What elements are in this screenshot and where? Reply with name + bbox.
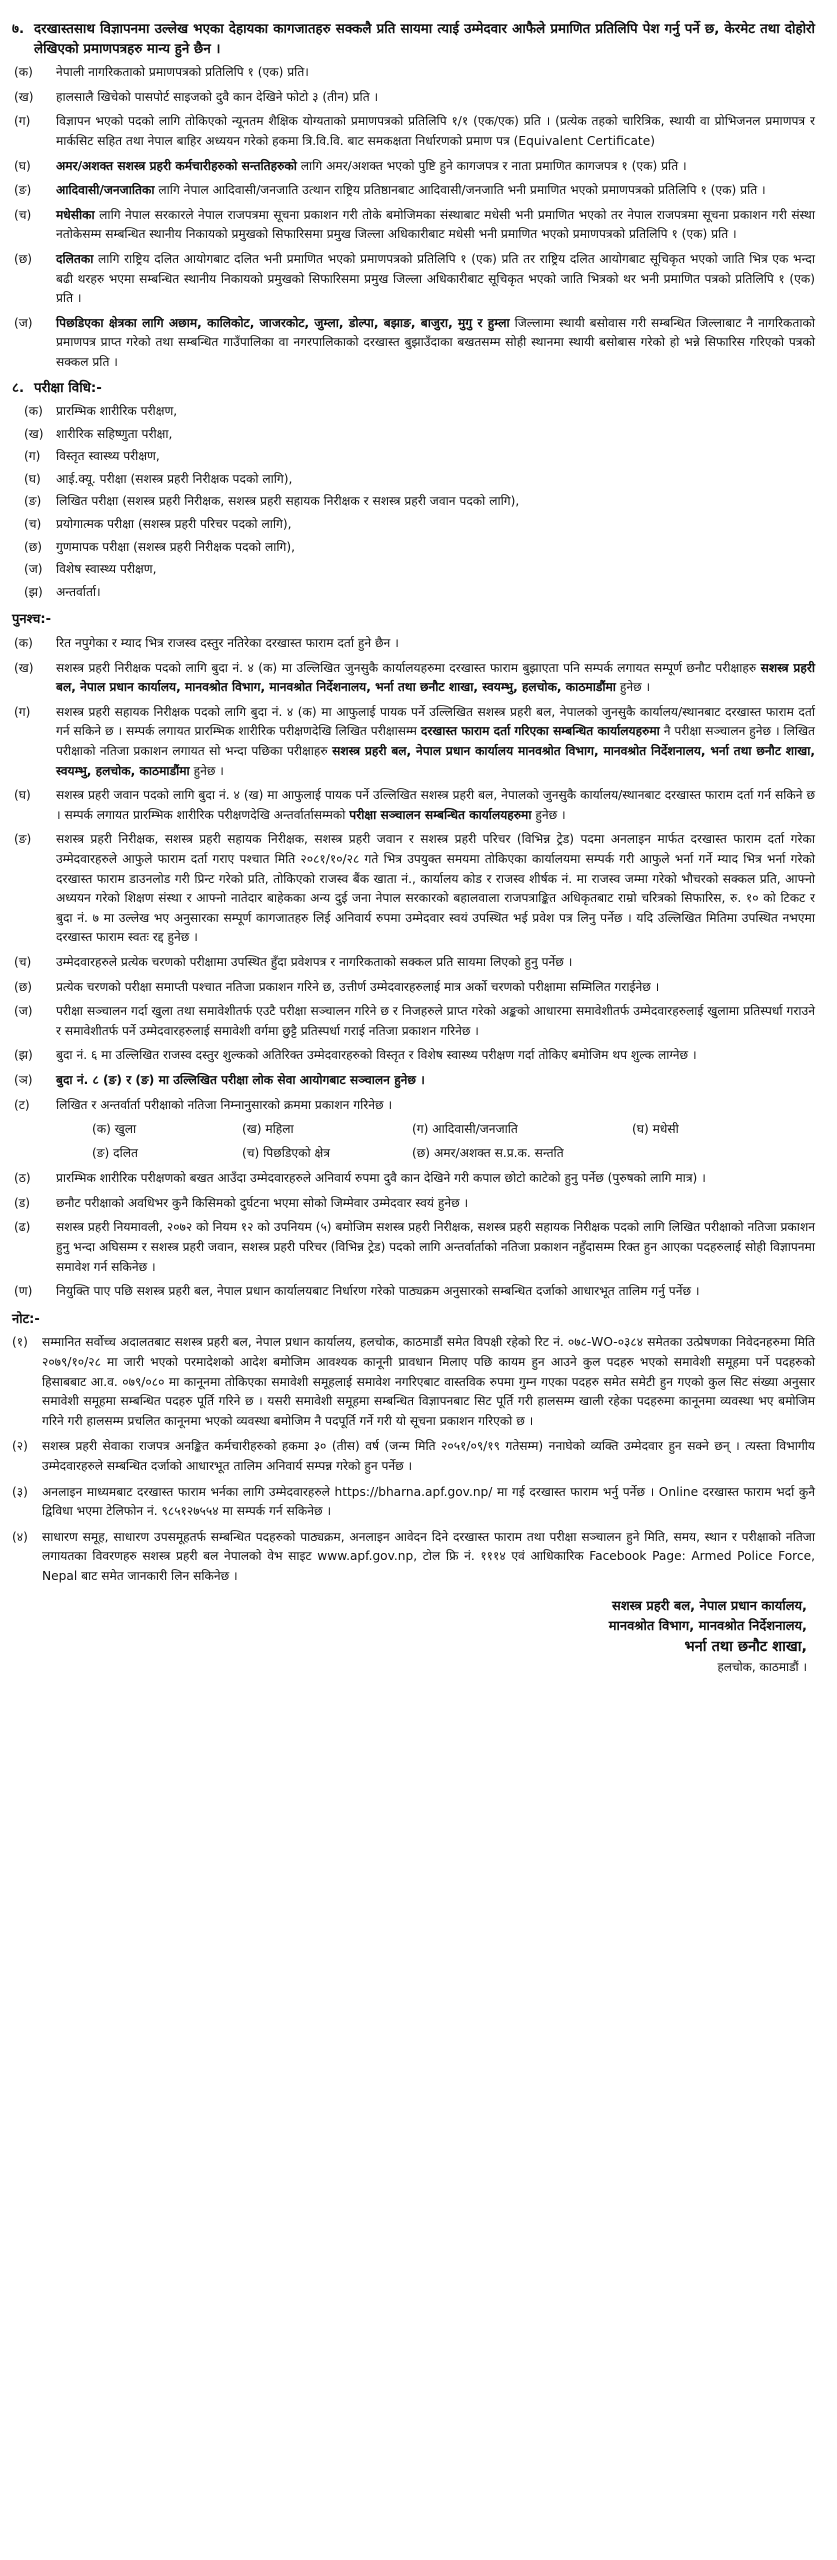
item-text-part: छनौट परीक्षाको अवधिभर कुनै किसिमको दुर्घटना भएमा सोको जिम्मेवार उम्मेदवार स्वयं हुनेछ । <box>56 1195 469 1210</box>
item-text-part: प्रारम्भिक शारीरिक परीक्षण, <box>56 404 178 419</box>
item-label: (१) <box>12 1335 28 1350</box>
item-text <box>56 1096 815 1116</box>
item-text-part: नेपाली नागरिकताको प्रमाणपत्रको प्रतिलिपि १ (एक) प्रति। <box>56 65 309 80</box>
item-label: (ख) <box>14 89 34 104</box>
item-text-part: बुदा नं. ६ मा उल्लिखित राजस्व दस्तुर शुल्कको अतिरिक्त उम्मेदवारहरुको विस्तृत र विशेष स्वास्थ्य परीक्षण गर्दा तोकिए बमोजिम थप शुल्क लाग्नेछ । <box>56 1048 697 1063</box>
signature-line-office: सशस्त्र प्रहरी बल, नेपाल प्रधान कार्यालय, <box>612 1598 807 1614</box>
item-text-part: अनलाइन माध्यमबाट दरखास्त फाराम भर्नका लागि उम्मेदवारहरुले https://bharna.apf.gov.np/ मा गई दरखास्त फाराम भर्नु पर्नेछ । Online दरखास्त फाराम भर्दा कुनै द्विविधा भएमा टेलिफोन नं. ९८५१२७५५४ मा सम्पर्क गर्न सकिनेछ । <box>42 1484 815 1519</box>
list-item <box>12 703 815 781</box>
list-item <box>12 659 815 698</box>
item-text-part: लागि नेपाल सरकारले नेपाल राजपत्रमा सूचना प्रकाशन गरी तोके बमोजिमका संस्थाबाट मधेसी भनी प्रमाणित भएको तर नेपाल राजपत्रमा सूचना प्रकाशन गरी संस्था नतोकेसम्म सम्बन्धित स्थानीय निकायको प्रमुखको सिफारिसमा प्रमुख जिल्ला अधिकारीबाट मधेसी भनी प्रमाणित भएको प्रमाणपत्रको प्रतिलिपि १ (एक) प्रति । <box>56 207 815 242</box>
item-text <box>42 1333 815 1431</box>
item-text-part: सशस्त्र प्रहरी निरीक्षक पदको लागि बुदा नं. ४ (क) मा उल्लिखित जुनसुकै कार्यालयहरुमा दरखास्त फाराम बुझाएता पनि सम्पर्क लगायत सम्पूर्ण छनौट परीक्षाहरु <box>56 660 761 675</box>
section-7-heading <box>12 20 815 59</box>
item-text-part: हुनेछ । <box>531 807 566 822</box>
item-label: (ढ) <box>14 1220 31 1235</box>
item-text-part: प्रारम्भिक शारीरिक परीक्षणको बखत आउँदा उम्मेदवारहरुले अनिवार्य रुपमा दुवै कान देखिने गरी कपाल छोटो काटेको हुनु पर्नेछ (पुरुषको लागि मात्र) । <box>56 1171 706 1186</box>
item-label: (च) <box>14 954 32 969</box>
list-item <box>12 250 815 309</box>
section-heading-text: दरखास्तसाथ विज्ञापनमा उल्लेख भएका देहायका कागजातहरु सक्कलै प्रति सायमा त्याई उम्मेदवार आफैले प्रमाणित प्रतिलिपि पेश गर्नु पर्ने छ, केरमेट तथा दोहोरो लेखिएको प्रमाणपत्रहरु मान्य हुने छैन । <box>34 22 815 57</box>
list-item <box>12 314 815 373</box>
item-text-part: सशस्त्र प्रहरी जवान पदको लागि बुदा नं. ४ (ख) मा आफुलाई पायक पर्ने उल्लिखित सशस्त्र प्रहरी बल, नेपालको जुनसुकै कार्यालय/स्थानबाट दरखास्त फाराम दर्ता गर्न सकिने छ । सम्पर्क लगायत प्रारम्भिक शारीरिक परीक्षणदेखि अन्तर्वार्तासम्मको <box>56 788 815 822</box>
item-text <box>56 1282 815 1302</box>
item-text-part: प्रयोगात्मक परीक्षा (सशस्त्र प्रहरी परिचर पदको लागि), <box>56 517 292 532</box>
list-item <box>12 1071 815 1091</box>
list-item <box>12 830 815 948</box>
item-label: (३) <box>12 1484 28 1499</box>
order-label: (घ) <box>632 1122 649 1137</box>
item-text-part: गुणमापक परीक्षा (सशस्त्र प्रहरी निरीक्षक पदको लागि), <box>56 539 296 554</box>
list-item <box>12 1169 815 1189</box>
item-text <box>56 425 172 445</box>
order-label: (ग) <box>412 1122 429 1137</box>
item-text <box>56 470 292 490</box>
item-text <box>56 1169 815 1189</box>
signature-block <box>12 1597 815 1677</box>
item-text-part: लागि नेपाल आदिवासी/जनजाति उत्थान राष्ट्रिय प्रतिष्ठानबाट आदिवासी/जनजाति भनी प्रमाणित भएको प्रमाणपत्रको प्रतिलिपि १ (एक) प्रति । <box>154 183 766 198</box>
item-text-part: सशस्त्र प्रहरी निरीक्षक, सशस्त्र प्रहरी सहायक निरीक्षक, सशस्त्र प्रहरी जवान र सशस्त्र प्रहरी परिचर (विभिन्न ट्रेड) पदमा अनलाइन मार्फत दरखास्त फाराम दर्ता गरेका उम्मेदवारहरुले आफुले फाराम दर्ता गराए पश्चात मिति २०८१/१०/२८ गते भित्र उपयुक्त समयमा तोकिएका कार्यालयमा सम्पर्क गरी आफुले भर्ना गर्ने म्याद भित्र भर्ना गरेको दरखास्त फाराम डाउनलोड गरी प्रिन्ट गरेको प्रति, तोकिएको राजस्व बैंक खाता नं., कार्यालय कोड र राजस्व शीर्षक नं. मा राजस्व जम्मा गरेको भौचरको सक्कल प्रति, आफ्नो अध्ययन गरेको शिक्षण संस्था र आफ्नो नातेदार बाहेकका अन्य दुई जना नेपाल सरकारको बहालवाला राजपत्राङ्कित अधिकृतबाट राम्रो चरित्रको सिफारिस, रु. १० को टिकट र बुदा नं. ७ मा उल्लेख भए अनुसारका सम्पूर्ण कागजातहरु लिई अनिवार्य रुपमा उम्मेदवार स्वयं उपस्थित भई प्रवेश पत्र लिनु पर्नेछ । यदि उल्लिखित मितिमा उपस्थित नभएमा दरखास्त फाराम स्वतः रद्द हुनेछ । <box>56 832 815 945</box>
item-text <box>56 492 519 512</box>
list-item <box>12 583 815 603</box>
list-item <box>12 1194 815 1214</box>
item-text-part: अन्तर्वार्ता। <box>56 584 101 599</box>
item-text-part: विज्ञापन भएको पदको लागि तोकिएको न्यूनतम शैक्षिक योग्यताको प्रमाणपत्रको प्रतिलिपि १/१ (एक/एक) प्रति । (प्रत्येक तहको चारित्रिक, स्थायी वा प्रोभिजनल प्रमाणपत्र र मार्कसिट सहित तथा नेपाल बाहिर अध्ययन गरेको हकमा त्रि.वि.वि. बाट समकक्षता निर्धारणको प्रमाण पत्र (Equivalent Certificate) <box>56 114 815 148</box>
item-text <box>56 703 815 781</box>
item-text <box>56 1071 815 1091</box>
list-item <box>12 181 815 201</box>
order-label: (ङ) <box>92 1145 110 1160</box>
list-item <box>12 1218 815 1277</box>
item-bold-text: बुदा नं. ८ (ङ) र (ङ) मा उल्लिखित परीक्षा लोक सेवा आयोगबाट सञ्चालन हुनेछ । <box>56 1072 425 1087</box>
item-text-part: प्रत्येक चरणको परीक्षा समाप्ती पश्चात नतिजा प्रकाशन गरिने छ, उत्तीर्ण उम्मेदवारहरुलाई मात्र अर्को चरणको परीक्षामा सम्मिलित गराईनेछ । <box>56 979 660 994</box>
order-label: (ख) <box>242 1122 262 1137</box>
order-text: आदिवासी/जनजाति <box>432 1122 518 1137</box>
item-bold-text: दरखास्त फाराम दर्ता गरिएका सम्बन्धित कार्यालयहरुमा <box>420 724 660 739</box>
item-label: (घ) <box>14 158 31 173</box>
item-label: (ख) <box>14 660 34 675</box>
item-label: (ण) <box>14 1284 33 1299</box>
notes-heading: नोट:- <box>12 1311 40 1327</box>
item-bold-text: सशस्त्र प्रहरी बल, नेपाल प्रधान कार्यालय मानवश्रोत विभाग, मानवश्रोत निर्देशनालय, भर्ना तथा छनौट शाखा, स्वयम्भु, हलचोक, काठमाडौंमा <box>56 744 815 778</box>
item-text-part: विस्तृत स्वास्थ्य परीक्षण, <box>56 449 160 464</box>
result-order-entry <box>412 1120 632 1140</box>
list-item <box>12 447 815 467</box>
item-text <box>56 786 815 825</box>
item-text <box>56 314 815 373</box>
order-text: खुला <box>114 1122 137 1137</box>
item-text <box>42 1528 815 1587</box>
item-label: (घ) <box>24 471 41 486</box>
item-text-part: सशस्त्र प्रहरी नियमावली, २०७२ को नियम १२ को उपनियम (५) बमोजिम सशस्त्र प्रहरी निरीक्षक, सशस्त्र प्रहरी सहायक निरीक्षक पदको लागि लिखित परीक्षाको नतिजा प्रकाशन हुनु भन्दा अघिसम्म र सशस्त्र प्रहरी जवान, सशस्त्र प्रहरी परिचर (विभिन्न ट्रेड) पदको लागि अन्तर्वार्ताको नतिजा प्रकाशन नहुँदासम्म रिक्त हुन आएका पदहरुलाई सोही विज्ञापनमा समावेश गर्न सकिनेछ । <box>56 1220 815 1274</box>
item-text <box>56 560 156 580</box>
list-item <box>12 953 815 973</box>
section-8-heading <box>12 379 815 399</box>
item-label: (च) <box>14 207 32 222</box>
item-text <box>56 250 815 309</box>
section-number: ७. <box>12 22 25 37</box>
item-bold-text: आदिवासी/जनजातिका <box>56 183 155 198</box>
item-text-part: परीक्षा सञ्चालन गर्दा खुला तथा समावेशीतर्फ एउटै परीक्षा सञ्चालन गरिने छ र निजहरुले प्राप्त गरेको अङ्कको आधारमा समावेशीतर्फ उम्मेदवारहरुलाई खुलामा प्रतिस्पर्धा गराउने र समावेशीतर्फ पर्ने उम्मेदवारहरुलाई समावेशी वर्गमा छुट्टै प्रतिस्पर्धा गराई नतिजा प्रकाशन गरिनेछ । <box>56 1004 815 1038</box>
item-bold-text: परीक्षा सञ्चालन सम्बन्धित कार्यालयहरुमा <box>349 807 532 822</box>
item-label: (ग) <box>24 449 41 464</box>
item-text <box>56 953 815 973</box>
item-bold-text: पिछडिएका क्षेत्रका लागि अछाम, कालिकोट, जाजरकोट, जुम्ला, डोल्पा, बझाङ, बाजुरा, मुगु र हुम्ला <box>56 315 510 330</box>
item-text <box>56 447 160 467</box>
list-item <box>12 560 815 580</box>
item-text <box>42 1437 815 1476</box>
item-text-part: सशस्त्र प्रहरी सेवाका राजपत्र अनङ्कित कर्मचारीहरुको हकमा ३० (तीस) वर्ष (जन्म मिति २०५१/०९/१९ गतेसम्म) ननाघेको व्यक्ति उम्मेदवार हुन सक्ने छन् । त्यस्ता विभागीय उम्मेदवारहरुले सम्बन्धित दर्जाको आधारभूत तालिम अनिवार्य सम्पन्न गरेको हुन पर्नेछ । <box>42 1439 815 1473</box>
item-text-part: हुनेछ । <box>615 680 651 695</box>
list-item <box>12 402 815 422</box>
item-label: (४) <box>12 1529 28 1544</box>
item-text <box>56 112 815 151</box>
list-item <box>12 538 815 558</box>
order-label: (क) <box>92 1122 111 1137</box>
item-text-part: सम्मानित सर्वोच्च अदालतबाट सशस्त्र प्रहरी बल, नेपाल प्रधान कार्यालय, हलचोक, काठमाडौं समेत विपक्षी रहेको रिट नं. ०७८-WO-०३८४ समेतका उत्प्रेषणका निवेदनहरुमा मिति २०७९/१०/२८ मा जारी भएको परमादेशको आदेश बमोजिम आवश्यक कानूनी प्रावधान मिलाए पछि कायम हुन आउने कुल पदहरु भएको समावेशी समूहमा पर्ने पदहरुको हिसाबबाट आ.व. ०७९/०८० मा कानूनमा तोकिएका समावेशी समूहलाई समावेश नगरिएबाट वास्तविक रुपमा गुम्न गएका पदहरु समेत समेटी हुन गएको कुल सिट संख्या अनुसार समावेशी समूहमा सम्बन्धित पदहरु पूर्ति गरिने छ । यसरी समावेशी समूहमा सम्बन्धित विज्ञापनबाट सिट पूर्ति गरी हालसम्म खाली रहेका पदहरुमा कानूनमा व्यवस्था भए बमोजिम गरिने गरी हालसम्म प्रचलित कानूनमा भएको व्यवस्था बमोजिम नै पदपूर्ति गर्ने गरी यो सूचना प्रकाशन गरिएको छ । <box>42 1335 815 1428</box>
list-item <box>12 63 815 83</box>
item-label: (ज) <box>14 315 33 330</box>
item-label: (क) <box>14 65 33 80</box>
item-label: (ग) <box>14 704 31 719</box>
item-bold-text: अमर/अशक्त सशस्त्र प्रहरी कर्मचारीहरुको सन्ततिहरुको <box>56 158 297 173</box>
item-label: (ङ) <box>14 183 32 198</box>
result-order-entry <box>632 1120 782 1140</box>
item-text <box>56 659 815 698</box>
item-label: (ड) <box>14 1195 31 1210</box>
item-text <box>56 1194 815 1214</box>
item-text <box>56 1046 815 1066</box>
item-text-part: विशेष स्वास्थ्य परीक्षण, <box>56 562 157 577</box>
order-label: (च) <box>242 1145 260 1160</box>
item-text-part: नियुक्ति पाए पछि सशस्त्र प्रहरी बल, नेपाल प्रधान कार्यालयबाट निर्धारण गरेको पाठ्यक्रम अनुसारको सम्बन्धित दर्जाको आधारभूत तालिम गर्नु पर्नेछ । <box>56 1284 700 1299</box>
order-text: दलित <box>113 1145 138 1160</box>
item-text-part: रित नपुगेका र म्याद भित्र राजस्व दस्तुर नतिरेका दरखास्त फाराम दर्ता हुने छैन । <box>56 636 399 651</box>
result-order-entry <box>242 1144 412 1164</box>
item-text <box>56 157 815 177</box>
list-item <box>12 470 815 490</box>
item-text <box>56 402 177 422</box>
item-text-part: साधारण समूह, साधारण उपसमूहतर्फ सम्बन्धित पदहरुको पाठ्यक्रम, अनलाइन आवेदन दिने दरखास्त फाराम तथा परीक्षा सञ्चालन हुने मिति, समय, स्थान र परीक्षाको नतिजा लगायतका विवरणहरु सशस्त्र प्रहरी बल नेपालको वेभ साइट www.apf.gov.np, टोल फ्रि नं. १११४ एवं आधिकारिक Facebook Page: Armed Police Force, Nepal बाट समेत जानकारी लिन सकिनेछ । <box>42 1529 815 1583</box>
section-number: ८. <box>12 380 25 396</box>
item-text-part: जिल्लामा स्थायी बसोवास गरी सम्बन्धित जिल्लाबाट नै नागरिकताको प्रमाणपत्र प्राप्त गरेको तथा सम्बन्धित गाउँपालिका वा नगरपालिकाको दरखास्त बुझाउँदाका बखतसम्म सोही स्थानमा स्थायी बसोबास गरेको हो भन्ने सिफारिस गरिएको पत्रको सक्कल प्रति । <box>56 315 815 369</box>
result-order-list <box>92 1120 815 1163</box>
item-text <box>56 63 815 83</box>
item-label: (ञ) <box>14 1072 33 1087</box>
item-text <box>56 634 815 654</box>
order-label: (छ) <box>412 1145 431 1160</box>
item-label: (२) <box>12 1439 28 1454</box>
list-item <box>12 634 815 654</box>
item-text <box>56 1218 815 1277</box>
order-text: अमर/अशक्त स.प्र.क. सन्तति <box>433 1145 564 1160</box>
list-item <box>12 1437 815 1476</box>
item-label: (झ) <box>14 1048 33 1063</box>
list-item <box>12 1096 815 1116</box>
list-item <box>12 515 815 535</box>
item-label: (छ) <box>24 539 43 554</box>
item-bold-text: सशस्त्र प्रहरी बल, नेपाल प्रधान कार्यालय, मानवश्रोत विभाग, मानवश्रोत निर्देशनालय, भर्ना तथा छनौट शाखा, स्वयम्भु, हलचोक, काठमाडौंमा <box>56 660 815 695</box>
item-label: (ङ) <box>14 832 32 847</box>
exam-method-list <box>12 402 815 602</box>
item-text-part: हालसालै खिचेको पासपोर्ट साइजको दुवै कान देखिने फोटो ३ (तीन) प्रति । <box>56 89 379 104</box>
signature-line-section: भर्ना तथा छनौट शाखा, <box>684 1638 807 1655</box>
postscript-list-continued <box>12 1169 815 1302</box>
section-7-list <box>12 63 815 372</box>
item-label: (ख) <box>24 426 44 441</box>
item-text <box>56 538 295 558</box>
postscript-heading: पुनश्च:- <box>12 612 51 628</box>
item-bold-text: दलितका <box>56 251 94 266</box>
list-item <box>12 978 815 998</box>
result-order-entry <box>92 1120 242 1140</box>
item-bold-text: मधेसीका <box>56 207 95 222</box>
item-label: (ज) <box>14 1004 33 1019</box>
item-text <box>56 1002 815 1041</box>
list-item <box>12 1002 815 1041</box>
list-item <box>12 1282 815 1302</box>
list-item <box>12 157 815 177</box>
item-text <box>56 978 815 998</box>
item-text-part: उम्मेदवारहरुले प्रत्येक चरणको परीक्षामा उपस्थित हुँदा प्रवेशपत्र र नागरिकताको सक्कल प्रति सायमा लिएको हुनु पर्नेछ । <box>56 954 573 969</box>
postscript-list <box>12 634 815 1115</box>
list-item <box>12 206 815 245</box>
item-text <box>56 583 101 603</box>
item-label: (ट) <box>14 1097 30 1112</box>
list-item <box>12 492 815 512</box>
item-text-part: लिखित परीक्षा (सशस्त्र प्रहरी निरीक्षक, सशस्त्र प्रहरी सहायक निरीक्षक र सशस्त्र प्रहरी जवान पदको लागि), <box>56 494 520 509</box>
item-text-part: हुनेछ । <box>189 763 224 778</box>
item-text <box>56 206 815 245</box>
item-text <box>56 830 815 948</box>
item-label: (क) <box>24 404 43 419</box>
order-text: महिला <box>265 1122 294 1137</box>
signature-line-department: मानवश्रोत विभाग, मानवश्रोत निर्देशनालय, <box>608 1618 807 1634</box>
section-heading-text: परीक्षा विधि:- <box>34 380 102 396</box>
order-text: पिछडिएको क्षेत्र <box>263 1145 331 1160</box>
list-item <box>12 425 815 445</box>
item-label: (घ) <box>14 788 31 803</box>
item-text <box>42 1483 815 1522</box>
item-text-part: आई.क्यू. परीक्षा (सशस्त्र प्रहरी निरीक्षक पदको लागि), <box>56 471 293 486</box>
list-item <box>12 1333 815 1431</box>
list-item <box>12 88 815 108</box>
list-item <box>12 112 815 151</box>
item-text-part: लागि राष्ट्रिय दलित आयोगबाट दलित भनी प्रमाणित भएको प्रमाणपत्रको प्रतिलिपि १ (एक) प्रति तर राष्ट्रिय दलित आयोगबाट सूचिकृत भएको जाति भित्र एक भन्दा बढी थरहरु भएमा सम्बन्धित स्थानीय निकायको प्रमुखको सिफारिसमा प्रमुख जिल्ला अधिकारीबाट सूचिकृत भएको जाति भित्रको थर भनी प्रमाणित पत्रको प्रतिलिपि १ (एक) प्रति । <box>56 251 815 306</box>
item-label: (ग) <box>14 114 31 129</box>
item-text <box>56 515 292 535</box>
item-text <box>56 88 815 108</box>
notes-list <box>12 1333 815 1586</box>
list-item <box>12 1528 815 1587</box>
item-label: (क) <box>14 636 33 651</box>
item-text-part: लागि अमर/अशक्त भएको पुष्टि हुने कागजपत्र र नाता प्रमाणित कागजपत्र १ (एक) प्रति । <box>296 158 687 173</box>
list-item <box>12 1046 815 1066</box>
order-text: मधेसी <box>652 1122 679 1137</box>
item-label: (छ) <box>14 251 33 266</box>
item-label: (छ) <box>14 979 33 994</box>
item-text-part: नै परीक्षा सञ्चालन हुनेछ । लिखित परीक्षाको नतिजा प्रकाशन लगायत सो भन्दा पछिका परीक्षाहरु <box>56 724 815 758</box>
item-label: (ठ) <box>14 1171 31 1186</box>
item-label: (च) <box>24 517 42 532</box>
list-item <box>12 1483 815 1522</box>
signature-line-place: हलचोक, काठमाडौं । <box>717 1659 807 1674</box>
result-order-entry <box>242 1120 412 1140</box>
item-text-part: लिखित र अन्तर्वार्ता परीक्षाको नतिजा निम्नानुसारको क्रममा प्रकाशन गरिनेछ । <box>56 1097 393 1112</box>
result-order-entry <box>412 1144 632 1164</box>
item-text-part: सशस्त्र प्रहरी सहायक निरीक्षक पदको लागि बुदा नं. ४ (क) मा आफुलाई पायक पर्ने उल्लिखित सशस्त्र प्रहरी बल, नेपालको जुनसुकै कार्यालय/स्थानबाट दरखास्त फाराम दर्ता गर्न सकिने छ । सम्पर्क लगायत प्रारम्भिक शारीरिक परीक्षणदेखि लिखित परीक्षासम्म <box>56 704 815 739</box>
item-label: (ङ) <box>24 494 42 509</box>
item-text-part: शारीरिक सहिष्णुता परीक्षा, <box>56 426 173 441</box>
result-order-entry <box>92 1144 242 1164</box>
item-label: (झ) <box>24 584 43 599</box>
item-text <box>56 181 815 201</box>
list-item <box>12 786 815 825</box>
item-label: (ज) <box>24 562 43 577</box>
